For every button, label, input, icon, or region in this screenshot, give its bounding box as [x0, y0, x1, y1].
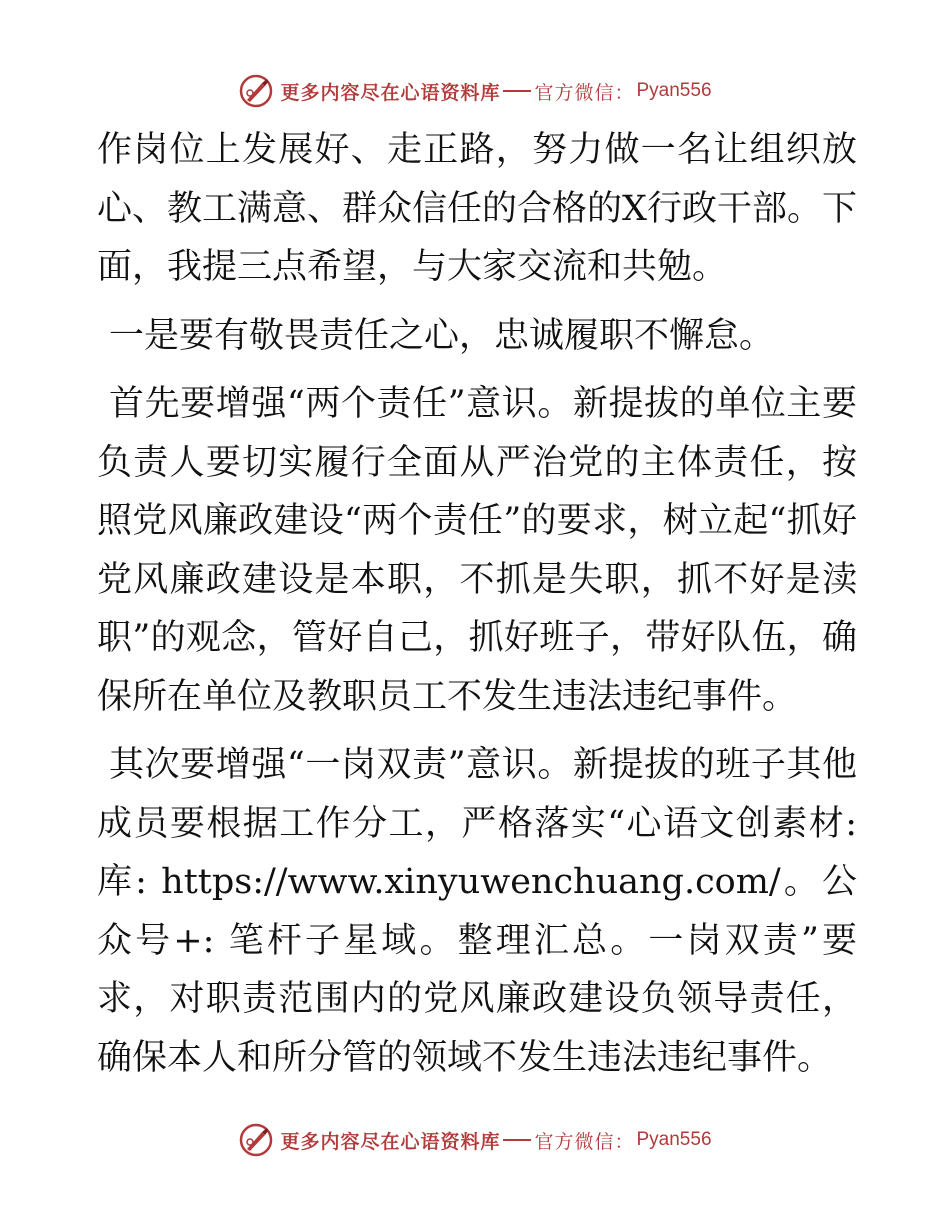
header-site-text: 更多内容尽在心语资料库: [280, 81, 501, 104]
header-watermark: [0, 71, 950, 111]
paragraph-point-one-heading: 一是要有敬畏责任之心，忠诚履职不懈怠。: [109, 315, 775, 356]
paragraph-one-post-two-duties: 其次要增强“一岗双责”意识。新提拔的班子其他成员要根据工作分工，严格落实“心语文创素材:库: https://www.xinyuwenchuang.com/。公众号+: 笔杆子星域。整理汇总。一岗双责”要求，对职责范围内的党风廉政建设负领导责任，确保本人和所分管的领域不发生违法违纪事件。: [97, 745, 857, 1078]
footer-dash: [503, 1139, 531, 1141]
footer-watermark: [0, 1120, 950, 1160]
header-wechat-id: Pyan556: [636, 80, 712, 101]
header-dash: [503, 90, 531, 92]
quill-pen-circle-icon: [238, 73, 274, 109]
footer-wechat-id: Pyan556: [636, 1129, 712, 1150]
footer-site-text: 更多内容尽在心语资料库: [280, 1130, 501, 1153]
document-body: [97, 121, 857, 1087]
quill-pen-circle-icon: [238, 1122, 274, 1158]
header-wechat-label: 官方微信：: [534, 81, 635, 104]
paragraph-two-responsibilities: 首先要增强“两个责任”意识。新提拔的单位主要负责人要切实履行全面从严治党的主体责任，按照党风廉政建设“两个责任”的要求，树立起“抓好党风廉政建设是本职，不抓是失职，抓不好是渎职”的观念，管好自己，抓好班子，带好队伍，确保所在单位及教职员工不发生违法违纪事件。: [97, 384, 857, 717]
footer-wechat-label: 官方微信：: [534, 1130, 635, 1153]
paragraph-continuation: 作岗位上发展好、走正路，努力做一名让组织放心、教工满意、群众信任的合格的X行政干部。下面，我提三点希望，与大家交流和共勉。: [97, 130, 857, 287]
